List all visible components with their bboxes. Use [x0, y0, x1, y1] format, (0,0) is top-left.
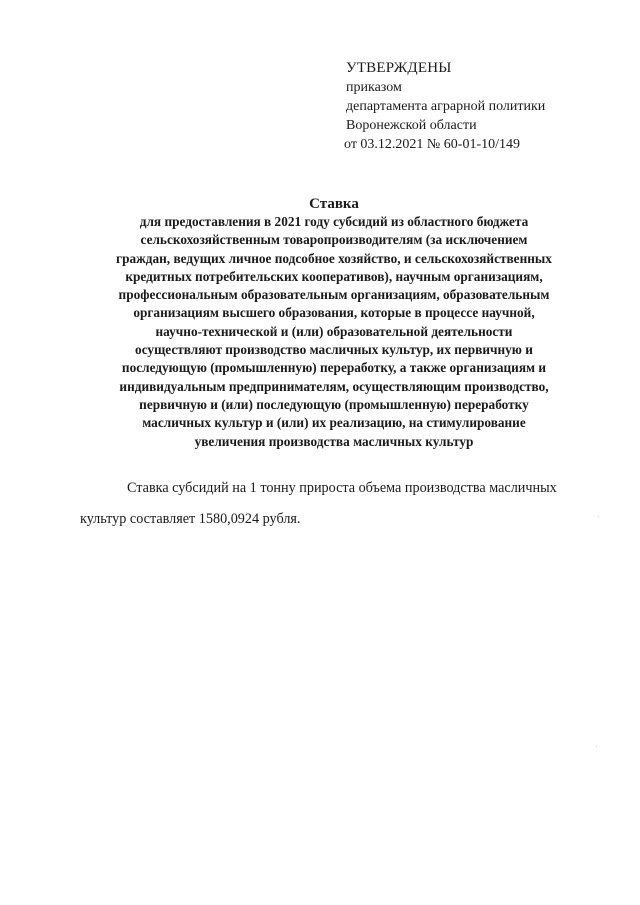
title-line: научно-технической и (или) образовательной деятельности: [155, 323, 513, 339]
title-line: граждан, ведущих личное подсобное хозяйство, и сельскохозяйственных: [116, 250, 552, 266]
document-title: [80, 196, 588, 451]
scan-speck: [598, 516, 599, 517]
approval-date-number-line: от 03.12.2021 № 60-01-10/149: [344, 137, 521, 152]
title-line: последующую (промышленную) переработку, а также организациям и: [121, 360, 547, 376]
title-line: для предоставления в 2021 году субсидий из областного бюджета: [139, 214, 529, 229]
title-line: первичную и (или) последующую (промышленную) переработку: [139, 396, 529, 412]
title-line: индивидуальным предпринимателям, осуществляющим производство,: [119, 378, 549, 394]
title-line: организациям высшего образования, которые в процессе научной,: [133, 305, 535, 321]
body-paragraph: [80, 478, 600, 529]
approval-heading: УТВЕРЖДЕНЫ: [346, 60, 452, 76]
title-heading: Ставка: [309, 196, 359, 212]
title-line: масличных культур и (или) их реализацию, на стимулирование: [142, 415, 526, 431]
approval-department-line: департамента аграрной политики: [346, 99, 546, 114]
title-line: кредитных потребительских кооперативов), научным организациям,: [125, 268, 543, 284]
title-line: сельскохозяйственным товаропроизводителям (за исключением: [140, 232, 528, 248]
body-line-1: Ставка субсидий на 1 тонну прироста объема производства масличных: [127, 480, 557, 496]
scan-speck: [596, 746, 597, 747]
approval-order-line: приказом: [346, 80, 402, 95]
body-line-2: культур составляет 1580,0924 рубля.: [80, 511, 301, 527]
approval-stamp: [346, 58, 626, 154]
title-line: профессиональным образовательным организациям, образовательным: [118, 287, 550, 303]
approval-region-line: Воронежской области: [346, 118, 477, 133]
title-line: осуществляют производство масличных культур, их первичную и: [135, 342, 533, 358]
title-line: увеличения производства масличных культур: [194, 433, 474, 449]
